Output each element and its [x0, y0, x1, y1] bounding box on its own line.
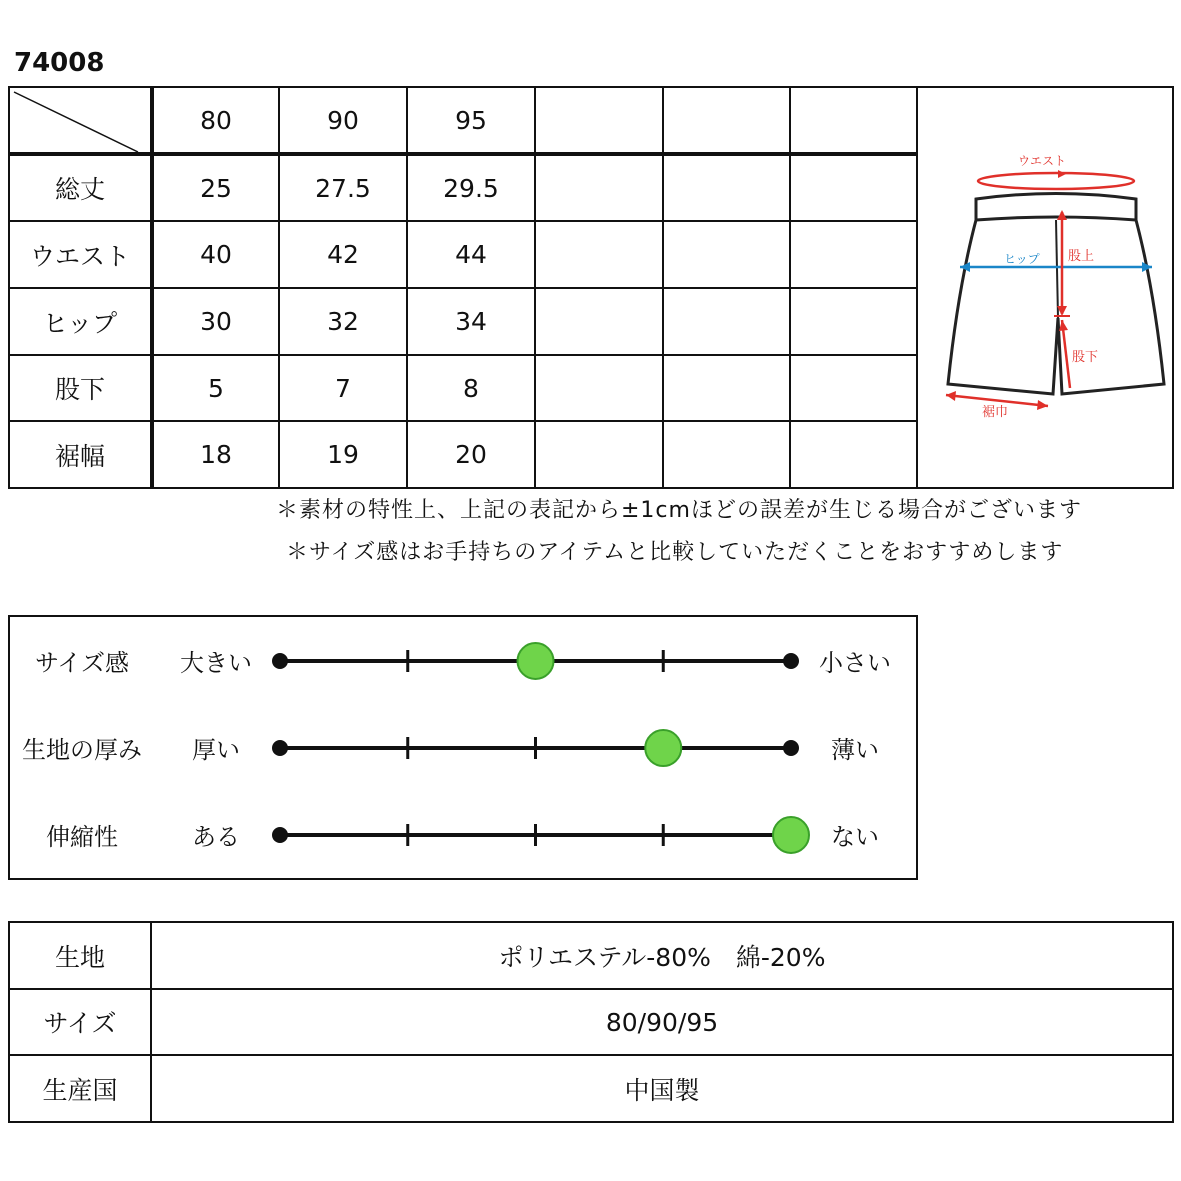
column-divider — [534, 88, 536, 487]
waist-ellipse — [978, 173, 1134, 189]
size-header: 95 — [455, 105, 487, 135]
scale-marker — [773, 817, 809, 853]
table-cell: 30 — [200, 307, 232, 336]
fit-left-label: 大きい — [180, 648, 252, 677]
table-cell: 19 — [327, 440, 359, 469]
scale-end-dot — [272, 740, 288, 756]
table-cell: 44 — [455, 240, 487, 269]
row-label: 裾幅 — [54, 441, 105, 471]
spec-value: ポリエステル-80% 綿-20% — [498, 942, 826, 972]
scale-end-dot — [783, 653, 799, 669]
table-cell: 42 — [327, 240, 359, 269]
fit-left-label: ある — [192, 822, 240, 851]
table-cell: 27.5 — [315, 173, 371, 203]
scale-end-dot — [272, 653, 288, 669]
fit-scale-box — [8, 615, 918, 880]
rise-label: 股上 — [1068, 249, 1095, 264]
table-cell: 32 — [327, 307, 359, 336]
spec-label: 生地 — [54, 942, 105, 972]
scale-marker — [518, 643, 554, 679]
shorts-diagram — [918, 88, 1172, 487]
table-cell: 25 — [200, 173, 232, 203]
fit-scales — [10, 617, 916, 878]
spec-value: 80/90/95 — [605, 1007, 719, 1037]
note-tolerance: ＊素材の特性上、上記の表記から±1cmほどの誤差が生じる場合がございます — [276, 498, 1082, 523]
column-divider — [789, 88, 791, 487]
fit-right-label: ない — [831, 822, 879, 851]
note-compare: ＊サイズ感はお手持ちのアイテムと比較していただくことをおすすめします — [286, 540, 1064, 565]
row-label: ヒップ — [42, 308, 118, 338]
waist-label: ウエスト — [1018, 154, 1067, 168]
scale-end-dot — [783, 740, 799, 756]
size-table — [8, 86, 1174, 489]
table-cell: 5 — [208, 373, 224, 403]
column-divider — [662, 88, 664, 487]
fit-label: 伸縮性 — [46, 822, 118, 851]
row-label: 総丈 — [54, 175, 105, 204]
table-cell: 18 — [200, 440, 232, 469]
scale-marker — [645, 730, 681, 766]
waistband-outline — [976, 194, 1136, 221]
size-header: 90 — [327, 105, 359, 135]
row-label: ウエスト — [29, 241, 130, 271]
corner-diagonal — [10, 88, 150, 152]
hip-label: ヒップ — [1004, 252, 1040, 266]
scale-end-dot — [272, 827, 288, 843]
table-cell: 40 — [200, 240, 232, 269]
spec-table — [8, 921, 1174, 1123]
fit-right-label: 小さい — [819, 648, 891, 677]
fit-right-label: 薄い — [831, 735, 879, 764]
table-cell: 29.5 — [443, 173, 499, 203]
fit-label: 生地の厚み — [22, 735, 142, 764]
product-code: 74008 — [14, 48, 105, 78]
fit-label: サイズ感 — [34, 648, 130, 677]
inseam-label: 股下 — [1072, 350, 1099, 365]
table-cell: 34 — [455, 307, 487, 336]
table-cell: 8 — [463, 373, 479, 403]
spec-label: サイズ — [43, 1009, 117, 1038]
spec-value: 中国製 — [624, 1075, 700, 1105]
table-cell: 20 — [455, 440, 487, 469]
size-header: 80 — [200, 105, 232, 135]
fit-left-label: 厚い — [192, 735, 240, 764]
row-label: 股下 — [54, 375, 105, 404]
hem-label: 裾巾 — [982, 405, 1009, 420]
table-cell: 7 — [335, 373, 351, 403]
spec-label: 生産国 — [42, 1075, 118, 1105]
